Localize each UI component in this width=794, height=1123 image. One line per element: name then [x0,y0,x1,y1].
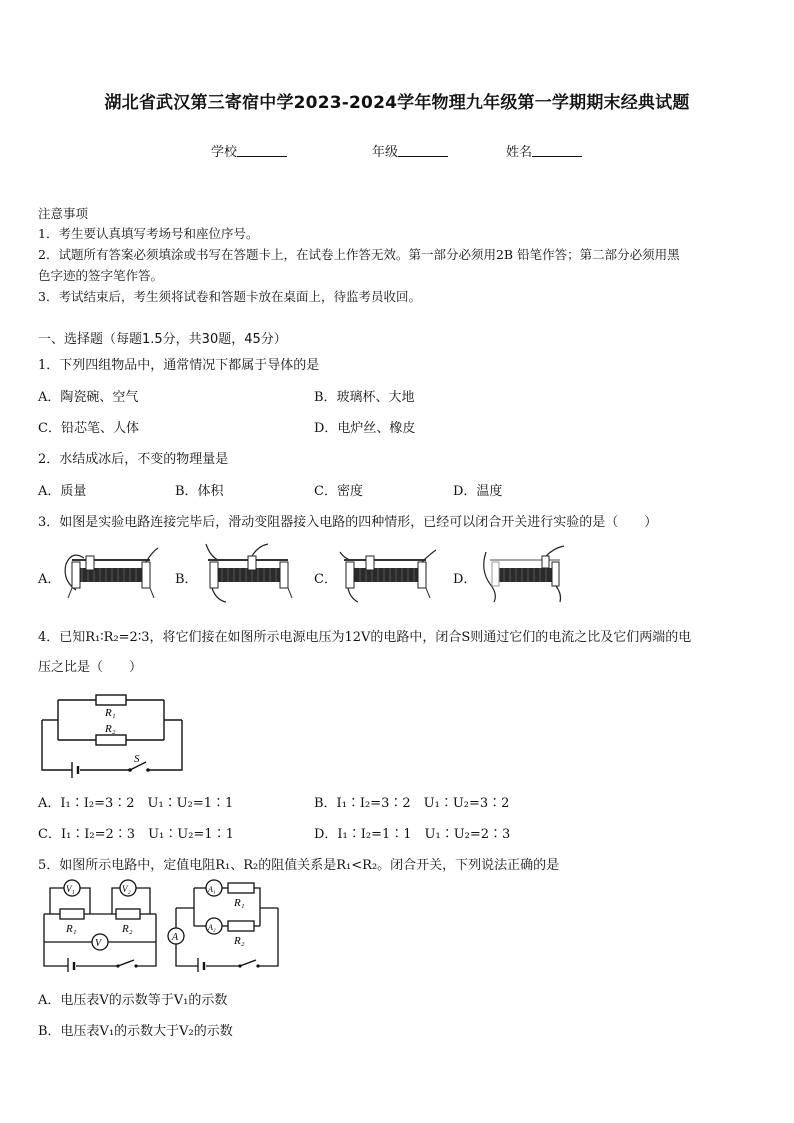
v-meter-label: V [95,938,102,949]
school-blank[interactable] [237,144,287,157]
q3-option-d[interactable]: D． [453,572,477,587]
note-item: 1．考生要认真填写考场号和座位序号。 [38,226,259,241]
note-item: 3．考试结束后，考生须将试卷和答题卡放在桌面上，待监考员收回。 [38,289,421,304]
q2-stem: 2．水结成冰后，不变的物理量是 [38,452,229,467]
q2-option-d[interactable]: D．温度 [453,484,503,499]
q2-option-b[interactable]: B．体积 [175,484,224,499]
q4-option-a[interactable]: A．I₁∶I₂=3∶2 U₁∶U₂=1∶1 [38,796,234,811]
page-title: 湖北省武汉第三寄宿中学2023-2024学年物理九年级第一学期期末经典试题 [104,93,690,113]
q3-option-a[interactable]: A． [38,572,61,587]
grade-label: 年级 [372,145,399,160]
q3-stem: 3．如图是实验电路连接完毕后，滑动变阻器接入电路的四种情形，已经可以闭合开关进行实验的是（ ） [38,515,658,530]
q2-option-a[interactable]: A．质量 [38,484,87,499]
q1-option-a[interactable]: A．陶瓷碗、空气 [38,390,139,405]
r2-label: R₂ [234,935,245,947]
q5-option-a[interactable]: A．电压表V的示数等于V₁的示数 [38,993,228,1008]
q1-option-b[interactable]: B．玻璃杯、大地 [314,390,415,405]
r1-label: R₁ [105,707,116,719]
rheostat-figure-c [336,546,440,604]
v2-meter-label: V₂ [122,884,131,894]
a-meter-label: A [172,932,179,943]
r1-label: R₁ [234,897,245,909]
name-blank[interactable] [532,144,582,157]
q1-option-c[interactable]: C．铅芯笔、人体 [38,421,139,436]
q5-option-b[interactable]: B．电压表V₁的示数大于V₂的示数 [38,1024,233,1039]
q5-circuit-right [166,874,284,972]
name-label: 姓名 [506,145,533,160]
name-field[interactable] [506,141,582,160]
section-heading: 一、选择题（每题1.5分，共30题，45分） [38,332,287,347]
q1-option-d[interactable]: D．电炉丝、橡皮 [314,421,416,436]
rheostat-figure-b [198,542,302,604]
school-label: 学校 [211,145,238,160]
q4-stem-line1: 4．已知R₁∶R₂=2∶3，将它们接在如图所示电源电压为12V的电路中，闭合S则通过它们的电流之比及它们两端的电 [38,630,692,645]
v1-meter-label: V₁ [66,884,75,894]
q3-option-b[interactable]: B． [175,572,198,587]
q4-stem-line2: 压之比是（ ） [38,660,143,675]
q1-stem: 1．下列四组物品中，通常情况下都属于导体的是 [38,358,320,373]
q4-option-c[interactable]: C．I₁∶I₂=2∶3 U₁∶U₂=1∶1 [38,827,234,842]
note-item: 色字迹的签字笔作答。 [38,268,164,283]
grade-field[interactable] [372,141,448,160]
q4-option-d[interactable]: D．I₁∶I₂=1∶1 U₁∶U₂=2∶3 [314,827,511,842]
q5-stem: 5．如图所示电路中，定值电阻R₁、R₂的阻值关系是R₁<R₂。闭合开关，下列说法正确的是 [38,858,560,873]
notes-heading: 注意事项 [38,206,89,221]
grade-blank[interactable] [398,144,448,157]
switch-label: S [134,753,140,765]
rheostat-figure-a [62,546,162,604]
a1-meter-label: A₁ [208,885,216,894]
q3-option-c[interactable]: C． [314,572,337,587]
q2-option-c[interactable]: C．密度 [314,484,363,499]
note-item: 2．试题所有答案必须填涂或书写在答题卡上，在试卷上作答无效。第一部分必须用2B 铅笔作答；第二部分必须用黑 [38,247,680,262]
r2-label: R₂ [105,723,116,735]
r1-label: R₁ [66,923,77,935]
q4-circuit-diagram [38,682,186,782]
q5-circuit-left [38,876,162,972]
school-field[interactable] [211,141,287,160]
a2-meter-label: A₂ [208,923,216,932]
rheostat-figure-d [476,544,572,604]
r2-label: R₂ [122,923,133,935]
q4-option-b[interactable]: B．I₁∶I₂=3∶2 U₁∶U₂=3∶2 [314,796,510,811]
